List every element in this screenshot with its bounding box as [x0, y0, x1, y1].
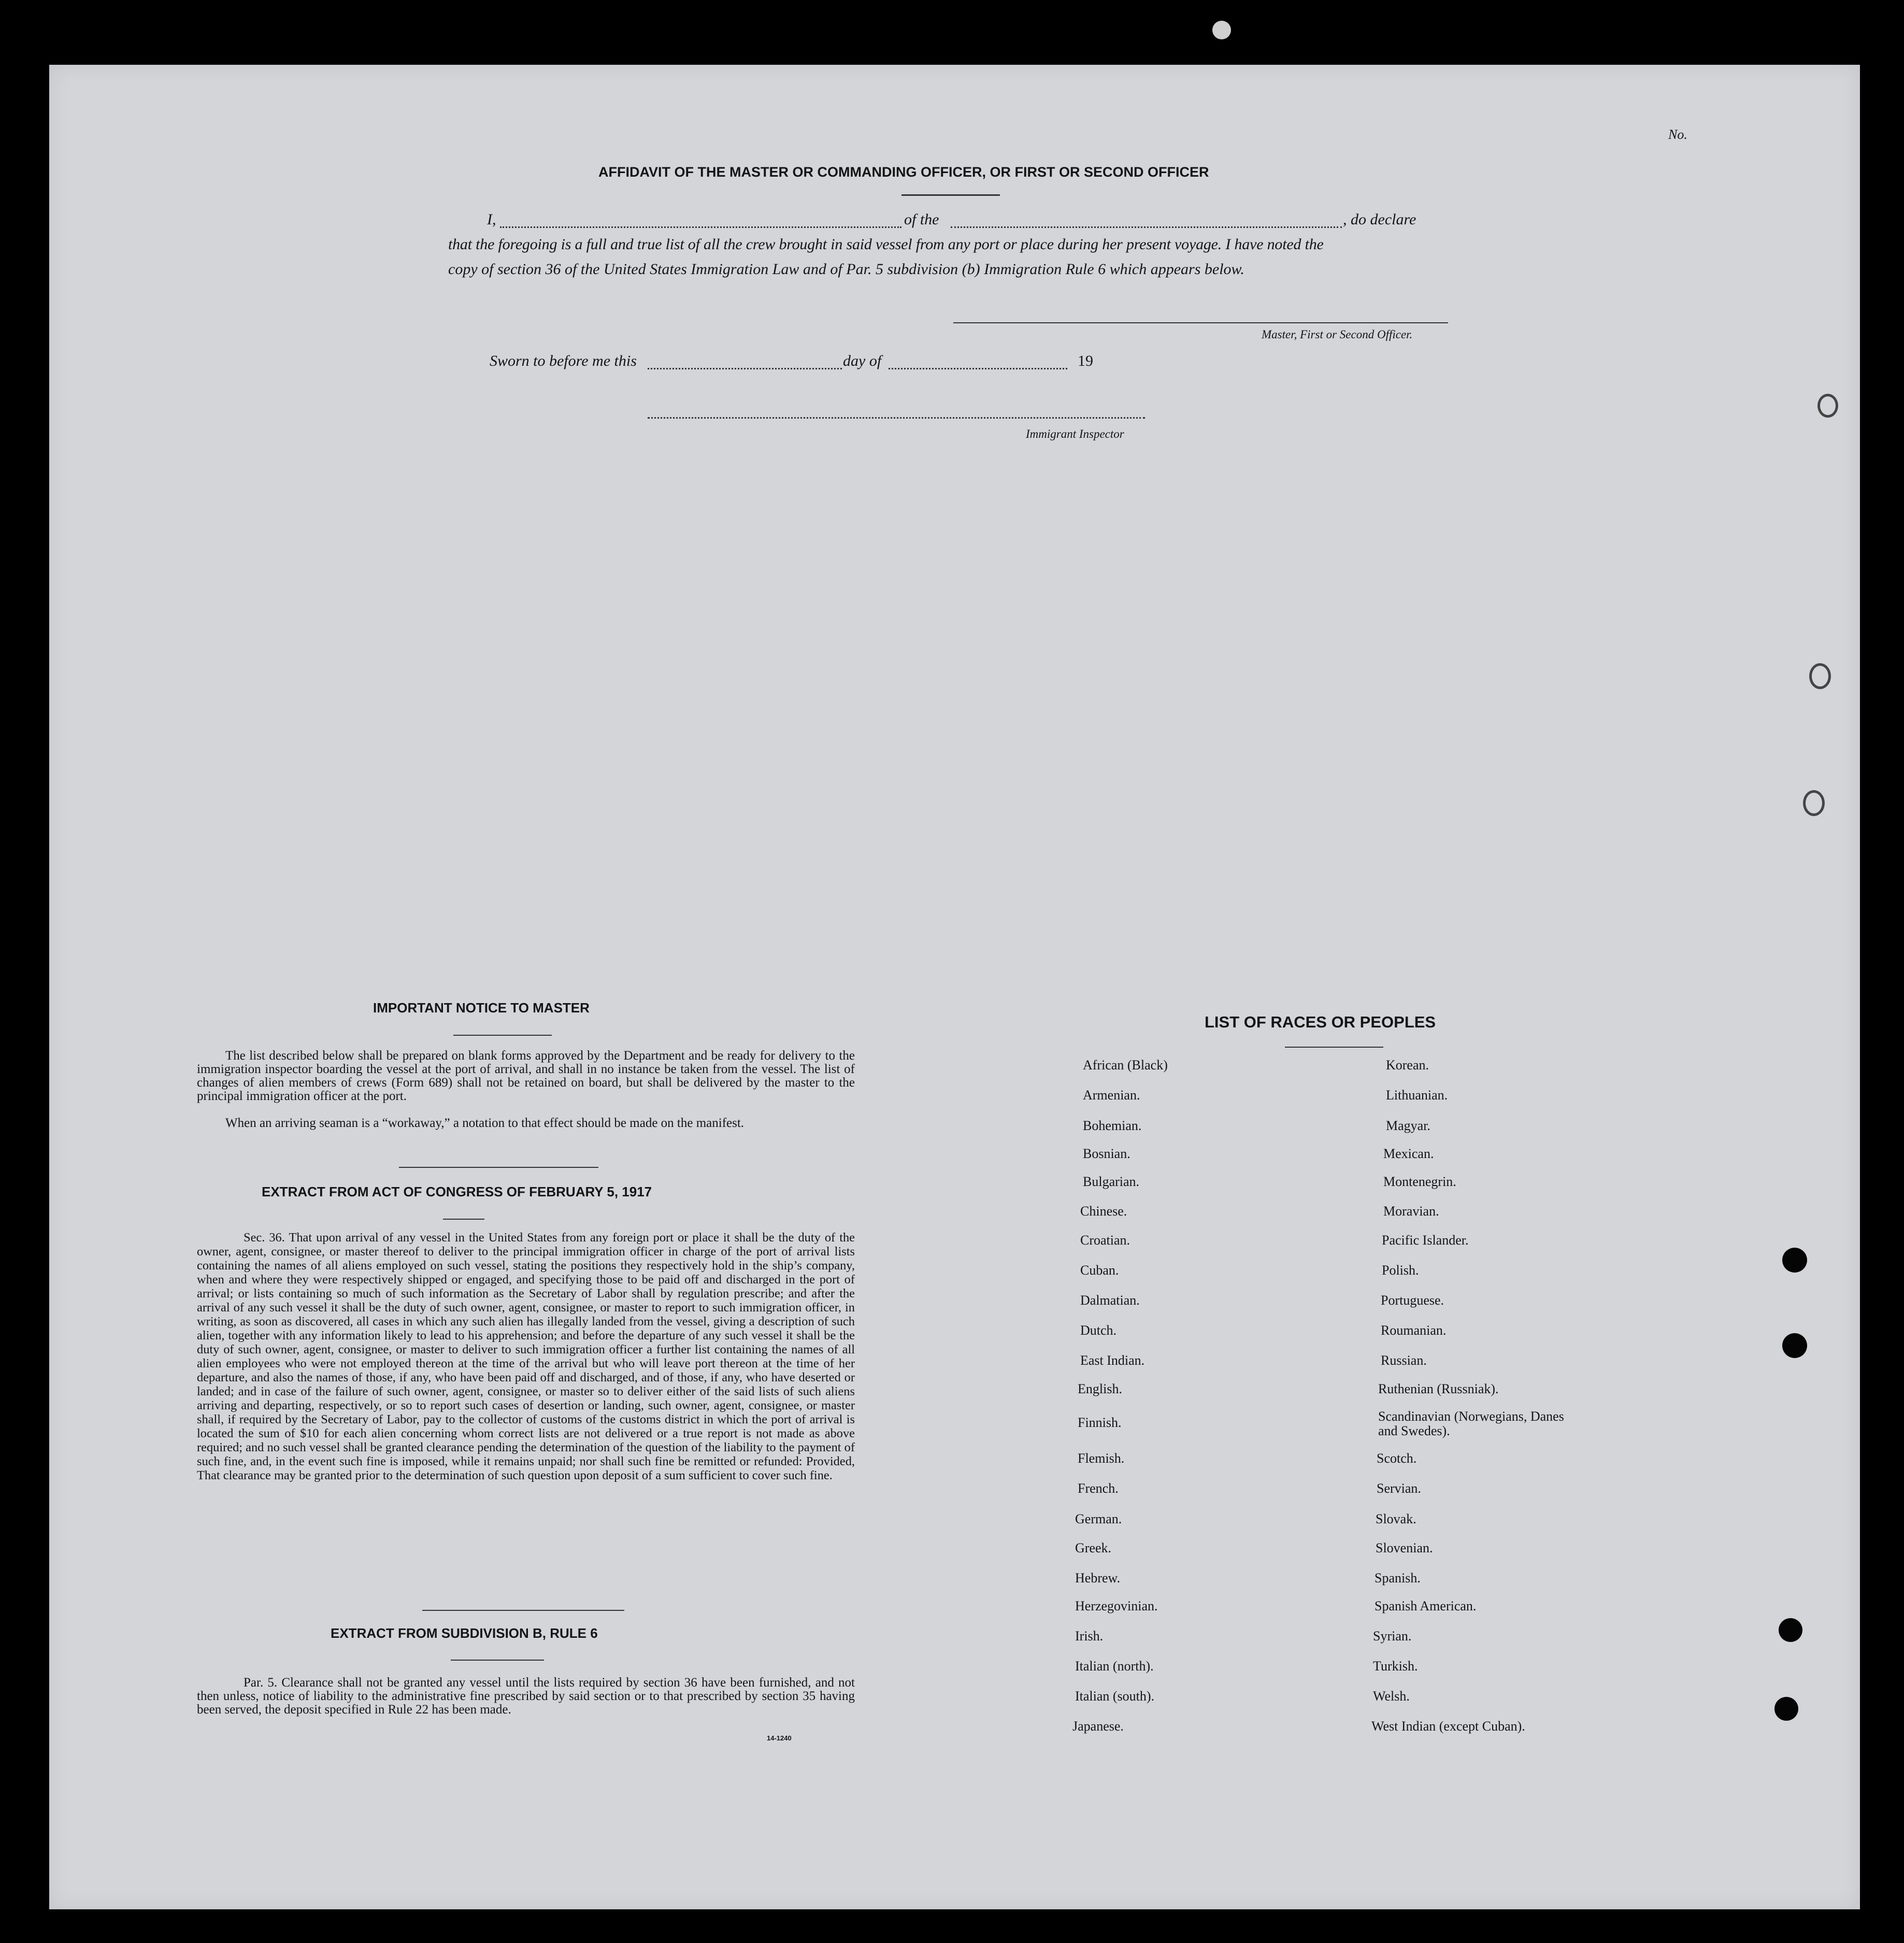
section-36-text: Sec. 36. That upon arrival of any vessel in the United States from any foreign port or place it shall be the duty of the owner, agent, consignee, or master thereof to deliver to the principal immigration officer in charge of the port of arrival lists containing the names of all aliens employed on such vessel, stating the positions they respectively hold in the ship’s company, when and where they were respectively shipped or engaged, and specifying those to be paid off and discharged in the port of arrival; or lists containing so much of such information as the Secretary of Labor shall by regulation prescribe; and after the arrival of any such vessel it shall be the duty of such owner, agent, consignee, or master to report to such immigration officer, in writing, as soon as discovered, all cases in which any such alien has illegally landed from the vessel, giving a description of such alien, together with any information likely to lead to his apprehension; and before the departure of any such vessel it shall be the duty of such owner, agent, consignee, or master to deliver to such immigration officer a further list containing the names of all alien employees who were not employed thereon at the time of the arrival but who will leave port thereon at the time of her departure, and also the names of those, if any, who have been paid off and discharged, and of those, if any, who have deserted or landed; and in case of the failure of such owner, agent, consignee, or master so to deliver either of the said lists of such aliens arriving and departing, respectively, or so to report such cases of desertion or landing, such owner, agent, consignee, or master shall, if required by the Secretary of Labor, pay to the collector of customs of the customs district in which the port of arrival is located the sum of $10 for each alien concerning whom correct lists are not delivered or a true report is not made as above required; and no such vessel shall be granted clearance pending the determination of the question of the liability to the payment of such fine, and, in the event such fine is imposed, while it remains unpaid; nor shall such fine be remitted or refunded: Provided, That clearance may be granted prior to the determination of such question upon deposit of a sum sufficient to cover such fine. [197, 1231, 855, 1482]
inspector-label: Immigrant Inspector [1026, 427, 1124, 440]
affidavit-line-2: that the foregoing is a full and true list of all the crew brought in said vessel from any port or place during her present voyage. I have noted the [448, 236, 1324, 253]
left-race-item: Herzegovinian. [1075, 1598, 1158, 1613]
left-race-item: Bulgarian. [1083, 1174, 1140, 1189]
right-race-item: Magyar. [1386, 1118, 1430, 1133]
binder-hole-1 [1782, 1248, 1807, 1273]
declarant-name-field[interactable] [500, 226, 901, 228]
right-race-item: Moravian. [1383, 1204, 1439, 1219]
sworn-label: Sworn to before me this [490, 352, 637, 369]
notice-title: IMPORTANT NOTICE TO MASTER [373, 1000, 590, 1016]
vessel-name-field[interactable] [951, 226, 1342, 228]
binder-hole-2 [1782, 1333, 1807, 1358]
left-race-item: English. [1078, 1381, 1122, 1396]
form-number: 14-1240 [767, 1734, 792, 1742]
left-race-item: Greek. [1075, 1540, 1112, 1555]
left-race-item: Italian (north). [1075, 1659, 1154, 1674]
sworn-day-field[interactable] [648, 368, 842, 369]
binder-hole-ring-1 [1809, 663, 1831, 689]
corner-number-mark: No. [1668, 127, 1687, 142]
left-race-item: Italian (south). [1075, 1689, 1155, 1704]
right-race-item: West Indian (except Cuban). [1371, 1719, 1525, 1734]
congress-title-rule [443, 1219, 484, 1220]
top-punch-hole [1212, 21, 1231, 39]
notice-paragraph-2: When an arriving seaman is a “workaway,” a notation to that effect should be made on the manifest. [225, 1116, 745, 1130]
right-race-item: Slovak. [1376, 1511, 1416, 1526]
form-sheet [49, 65, 1860, 1909]
left-race-item: Irish. [1075, 1628, 1104, 1644]
declare-label: , do declare [1343, 211, 1416, 228]
congress-extract-title: EXTRACT FROM ACT OF CONGRESS OF FEBRUARY 5, 1917 [262, 1184, 652, 1199]
year-label: 19 [1078, 352, 1093, 369]
left-race-item: German. [1075, 1511, 1122, 1526]
left-race-item: Bosnian. [1083, 1146, 1130, 1161]
right-race-item: Spanish. [1375, 1570, 1421, 1585]
right-race-item: Servian. [1377, 1481, 1421, 1496]
affidavit-line-3: copy of section 36 of the United States Immigration Law and of Par. 5 subdivision (b) Immigration Rule 6 which appears below. [448, 261, 1244, 278]
rule-extract-title: EXTRACT FROM SUBDIVISION B, RULE 6 [331, 1625, 598, 1641]
rule-6-text: Par. 5. Clearance shall not be granted any vessel until the lists required by section 36 have been furnished, and not then unless, notice of liability to the administrative fine prescribed by said section or to that prescribed by section 35 having been served, the deposit specified in Rule 22 has been made. [197, 1676, 855, 1717]
right-race-item: Syrian. [1373, 1628, 1412, 1644]
notice-title-rule [453, 1035, 552, 1036]
sworn-month-field[interactable] [889, 368, 1067, 369]
binder-hole-ring-2 [1803, 790, 1825, 816]
notice-divider [399, 1167, 598, 1168]
right-race-item: Scotch. [1377, 1451, 1417, 1466]
i-label: I, [487, 211, 496, 228]
right-race-item: Roumanian. [1381, 1323, 1447, 1338]
master-signature-line[interactable] [953, 322, 1448, 323]
of-the-label: of the [904, 211, 939, 228]
right-race-item: Slovenian. [1376, 1540, 1433, 1555]
left-race-item: Hebrew. [1075, 1570, 1121, 1585]
affidavit-title-rule [901, 194, 1000, 196]
binder-hole-4 [1774, 1697, 1798, 1721]
races-title-rule [1285, 1047, 1383, 1048]
binder-hole-3 [1779, 1618, 1802, 1642]
master-signature-label: Master, First or Second Officer. [1262, 328, 1413, 341]
right-race-item: Lithuanian. [1386, 1088, 1448, 1103]
right-race-item: Mexican. [1383, 1146, 1434, 1161]
congress-divider [422, 1610, 624, 1611]
left-race-item: Armenian. [1083, 1088, 1140, 1103]
declare-line [49, 211, 1860, 232]
right-race-item: Korean. [1386, 1058, 1429, 1073]
right-race-item: Turkish. [1373, 1659, 1418, 1674]
right-race-item: Russian. [1381, 1353, 1427, 1368]
left-race-item: Croatian. [1080, 1233, 1130, 1248]
day-of-label: day of [843, 352, 882, 369]
right-race-item: Spanish American. [1375, 1598, 1477, 1613]
left-race-item: Bohemian. [1083, 1118, 1142, 1133]
left-race-item: East Indian. [1080, 1353, 1145, 1368]
left-race-item: Flemish. [1078, 1451, 1125, 1466]
left-race-item: Chinese. [1080, 1204, 1127, 1219]
inspector-signature-field[interactable] [648, 417, 1145, 419]
races-title: LIST OF RACES OR PEOPLES [1205, 1013, 1436, 1031]
right-race-item: Polish. [1382, 1263, 1419, 1278]
left-race-item: African (Black) [1083, 1058, 1168, 1073]
right-race-item: Ruthenian (Russniak). [1378, 1381, 1499, 1396]
left-race-item: Japanese. [1072, 1719, 1124, 1734]
binder-hole-ring-3 [1817, 394, 1838, 418]
sworn-line [49, 352, 1860, 373]
right-race-item: Portuguese. [1381, 1293, 1444, 1308]
notice-paragraph-1: The list described below shall be prepared on blank forms approved by the Department and be ready for delivery to the immigration inspector boarding the vessel at the port of arrival, and shall in no instance be taken from the vessel. The list of changes of alien members of crews (Form 689) shall not be retained on board, but shall be delivered by the master to the principal immigration officer at the port. [197, 1049, 855, 1103]
left-race-item: French. [1078, 1481, 1119, 1496]
right-race-item: Scandinavian (Norwegians, Danes and Swedes). [1378, 1409, 1564, 1438]
left-race-item: Cuban. [1080, 1263, 1119, 1278]
right-race-item: Pacific Islander. [1382, 1233, 1469, 1248]
left-race-item: Dalmatian. [1080, 1293, 1140, 1308]
rule-title-rule [451, 1660, 544, 1661]
affidavit-title: AFFIDAVIT OF THE MASTER OR COMMANDING OFFICER, OR FIRST OR SECOND OFFICER [598, 164, 1209, 180]
right-race-item: Montenegrin. [1383, 1174, 1456, 1189]
left-race-item: Dutch. [1080, 1323, 1117, 1338]
left-race-item: Finnish. [1078, 1415, 1122, 1430]
right-race-item: Welsh. [1373, 1689, 1410, 1704]
